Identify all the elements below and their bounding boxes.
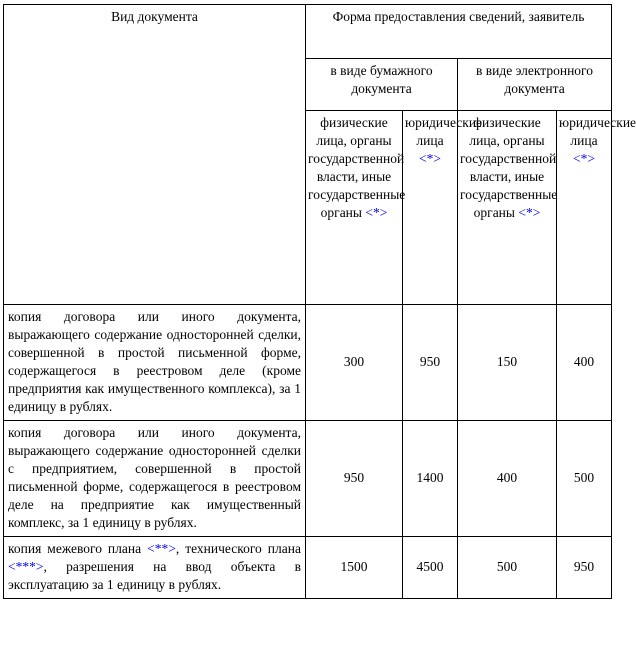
row-description-text-3: , разрешения на ввод объекта в эксплуатацию за 1 единицу в рублях. (8, 559, 301, 592)
footnote-link-1[interactable]: <*> (419, 151, 441, 166)
row-value-legal-electronic: 500 (557, 421, 612, 537)
header-doc-type-text: Вид документа (111, 9, 198, 24)
header-paper-text: в виде бумажного документа (330, 63, 433, 96)
header-form-group-text: Форма предоставления сведений, заявитель (332, 9, 585, 24)
row-value-individuals-paper: 1500 (306, 537, 403, 599)
row-description (4, 305, 306, 421)
row-value-individuals-electronic: 500 (458, 537, 557, 599)
row-value-legal-paper: 950 (403, 305, 458, 421)
row-value-legal-electronic: 400 (557, 305, 612, 421)
row-value-individuals-paper: 950 (306, 421, 403, 537)
table-row (4, 305, 612, 421)
table-row (4, 421, 612, 537)
row-value-individuals-electronic: 150 (458, 305, 557, 421)
header-legal-electronic (557, 111, 636, 305)
row-description-text: копия договора или иного документа, выражающего содержание односторонней сделки, совершенной в простой письменной форме, содержащегося в реестровом деле (кроме предприятия как имущественного комплекса), за 1 единицу в рублях. (8, 309, 301, 414)
footnote-link-1[interactable]: <*> (573, 151, 595, 166)
table-row (4, 537, 612, 599)
header-individuals-paper-text: физические лица, органы государственной власти, иные государственные органы (308, 115, 406, 220)
row-value-legal-paper: 4500 (403, 537, 458, 599)
header-legal-electronic-text: юридические лица (559, 115, 636, 148)
row-value-legal-paper: 1400 (403, 421, 458, 537)
row-description (4, 537, 306, 599)
header-legal-paper-text: юридические лица (405, 115, 483, 148)
header-form-group (306, 5, 612, 59)
header-electronic-text: в виде электронного документа (476, 63, 593, 96)
header-row-1 (4, 5, 612, 59)
header-individuals-electronic-text: физические лица, органы государственной власти, иные государственные органы (460, 115, 558, 220)
fee-table (3, 4, 636, 599)
header-individuals-paper (306, 111, 406, 305)
header-paper (306, 59, 458, 111)
row-description (4, 421, 306, 537)
row-value-legal-electronic: 950 (557, 537, 612, 599)
row-value-individuals-paper: 300 (306, 305, 403, 421)
header-legal-paper (403, 111, 483, 305)
row-description-text-1: копия межевого плана (8, 541, 148, 556)
footnote-link-1[interactable]: <*> (365, 205, 388, 220)
header-doc-type (4, 5, 306, 305)
footnote-link-2[interactable]: <**> (147, 541, 176, 556)
header-electronic (458, 59, 612, 111)
row-description-text: копия договора или иного документа, выражающего содержание односторонней сделки с предприятием, совершенной в простой письменной форме, содержащегося в реестровом деле на предприятие как имущественный комплекс, за 1 единицу в рублях. (8, 425, 301, 530)
footnote-link-1[interactable]: <*> (518, 205, 541, 220)
header-individuals-electronic (458, 111, 557, 305)
row-description-text-2: , технического плана (175, 541, 301, 556)
row-value-individuals-electronic: 400 (458, 421, 557, 537)
footnote-link-3[interactable]: <***> (8, 559, 44, 574)
